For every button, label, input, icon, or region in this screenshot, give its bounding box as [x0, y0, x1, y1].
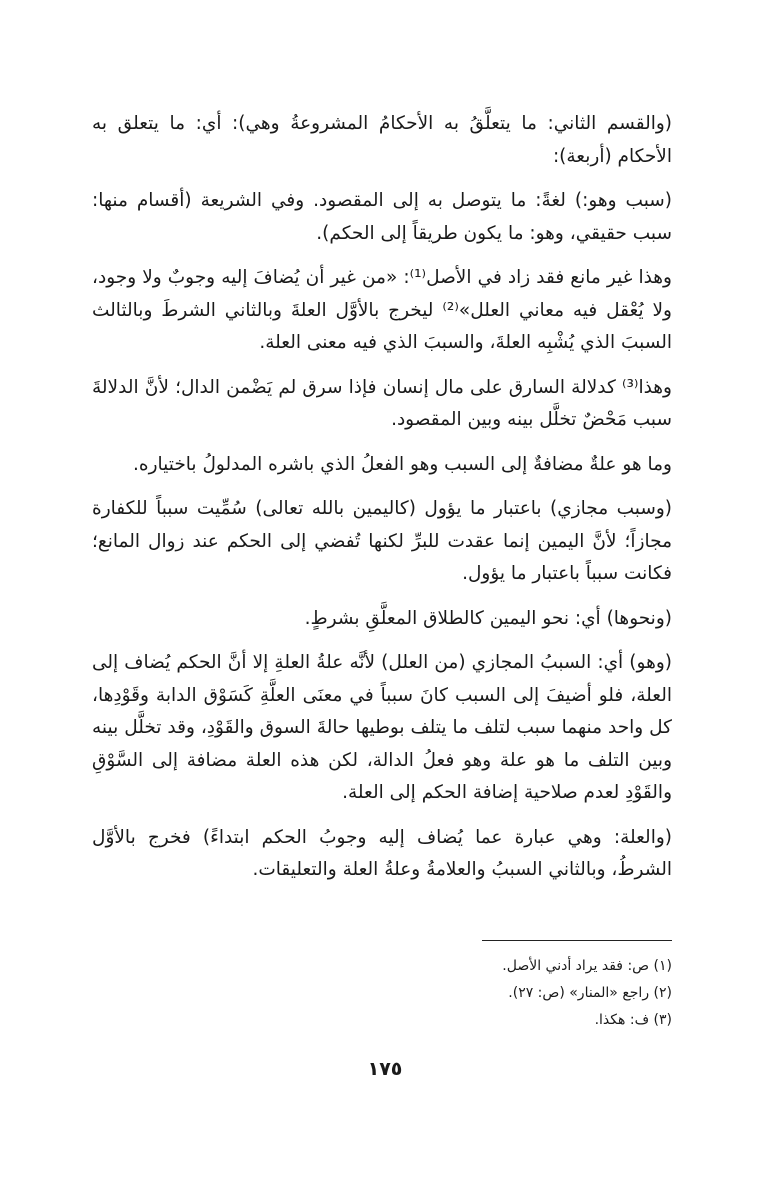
page-number: ١٧٥	[367, 1058, 403, 1080]
paragraph-5: وما هو علةٌ مضافةٌ إلى السبب وهو الفعلُ الذي باشره المدلولُ باختياره.	[133, 453, 672, 475]
footnote-1: (١) ص: فقد يراد أدني الأصل.	[502, 958, 672, 974]
paragraph-3: وهذا غير مانع فقد زاد في الأصل⁽¹⁾: «من غير أن يُضافَ إليه وجوبٌ ولا وجود، ولا يُعْقل فيه معاني العلل»⁽²⁾ ليخرج بالأوَّل العلةَ وبالثاني الشرطَ وبالثالث السببَ الذي يُشْبِه العلةَ، والسببَ الذي فيه معنى العلة.	[92, 267, 672, 353]
footnote-separator	[482, 940, 672, 941]
footnote-2: (٢) راجع «المنار» (ص: ٢٧).	[508, 985, 672, 1001]
main-text	[92, 108, 672, 899]
footnote-3: (٣) ف: هكذا.	[594, 1012, 672, 1028]
paragraph-4: وهذا⁽³⁾ كدلالة السارق على مال إنسان فإذا سرق لم يَضْمن الدال؛ لأنَّ الدلالةَ سبب مَحْضٌ تخلَّل بينه وبين المقصود.	[92, 376, 672, 430]
paragraph-9: (والعلة: وهي عبارة عما يُضاف إليه وجوبُ الحكم ابتداءً) فخرج بالأوَّل الشرطُ، وبالثاني السببُ والعلامةُ وعلةُ العلة والتعليقات.	[92, 826, 672, 880]
footnotes	[92, 953, 672, 1034]
paragraph-2: (سبب وهو:) لغةً: ما يتوصل به إلى المقصود. وفي الشريعة (أقسام منها: سبب حقيقي، وهو: ما يكون طريقاً إلى الحكم).	[92, 190, 672, 244]
paragraph-1: (والقسم الثاني: ما يتعلَّقُ به الأحكامُ المشروعةُ وهي): أي: ما يتعلق به الأحكام (أربعة):	[92, 113, 672, 167]
paragraph-6: (وسبب مجازي) باعتبار ما يؤول (كاليمين بالله تعالى) سُمِّيت سبباً للكفارة مجازاً؛ لأنَّ اليمين إنما عقدت للبرِّ لكنها تُفضي إلى الحكم عند زوال المانع؛ فكانت سبباً باعتبار ما يؤول.	[92, 498, 672, 584]
paragraph-8: (وهو) أي: السببُ المجازي (من العلل) لأنَّه علةُ العلةِ إلا أنَّ الحكم يُضاف إلى العلة، فلو أضيفَ إلى السبب كانَ سبباً في معنَى العلَّةِ كَسَوْق الدابة وقَوْدِها، كل واحد منهما سبب لتلف ما يتلف بوطيها حالةَ السوق والقَوْدِ، وقد تخلَّل بينه وبين التلف ما هو علة وهو فعلُ الدالة، لكن هذه العلة مضافة إلى السَّوْقِ والقَوْدِ لعدم صلاحية إضافة الحكم إلى العلة.	[92, 652, 672, 803]
paragraph-7: (ونحوها) أي: نحو اليمين كالطلاق المعلَّقِ بشرطٍ.	[304, 607, 672, 629]
